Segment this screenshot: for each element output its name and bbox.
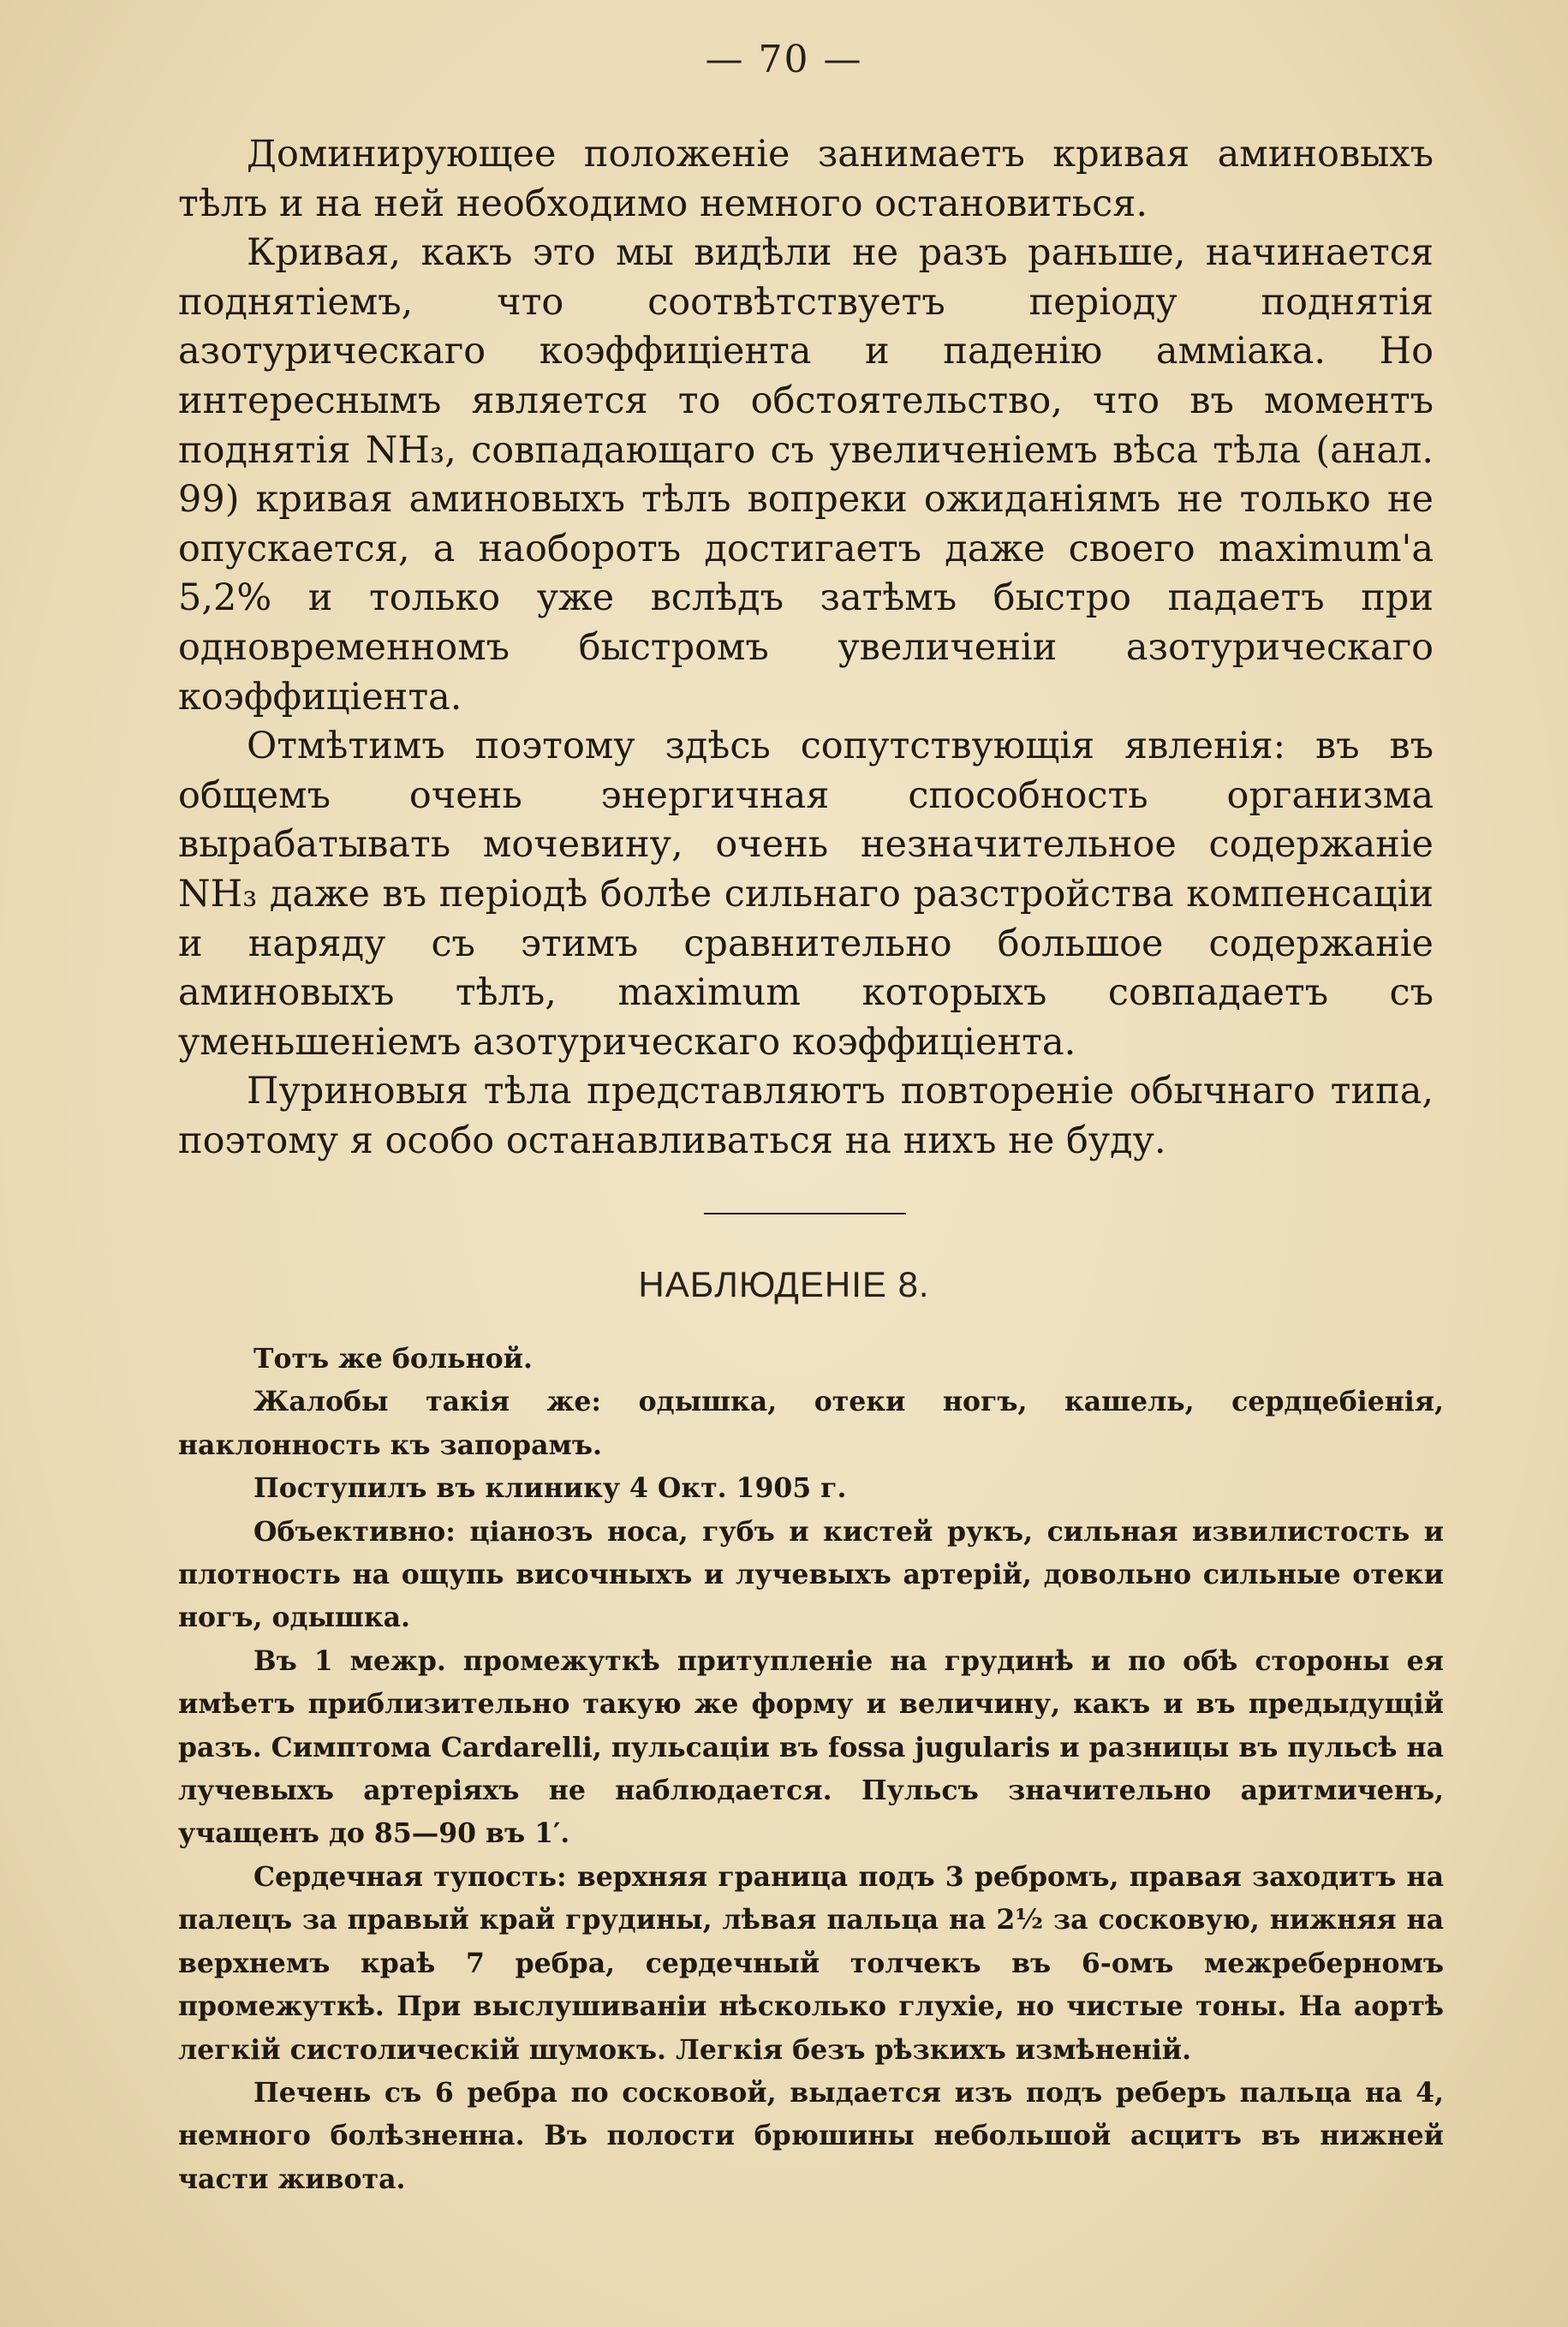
paragraph-purine-bodies: Пуриновыя тѣла представляютъ повторенiе обычнаго типа, поэтому я особо останавливаться на нихъ не буду. bbox=[178, 1070, 1434, 1162]
observation-patient: Тотъ же больной. bbox=[253, 1343, 533, 1375]
observation-heading: НАБЛЮДЕНIЕ 8. bbox=[638, 1264, 930, 1304]
observation-liver: Печень съ 6 ребра по сосковой, выдается изъ подъ реберъ пальца на 4, немного болѣзненна. Въ полости брюшины небольшой асцитъ въ нижней части живота. bbox=[178, 2076, 1444, 2195]
observation-text bbox=[178, 1338, 1444, 2201]
observation-cardiac: Сердечная тупость: верхняя граница подъ 3 ребромъ, правая заходитъ на палецъ за правый край грудины, лѣвая пальца на 2½ за сосковую, нижняя на верхнемъ краѣ 7 ребра, сердечный толчекъ въ 6-омъ межреберномъ промежуткѣ. При выслушиванiи нѣсколько глухiе, но чистые тоны. На аортѣ легкiй систолическiй шумокъ. Легкiя безъ рѣзкихъ измѣненiй. bbox=[178, 1860, 1444, 2066]
paragraph-amine-curve: Доминирующее положенiе занимаетъ кривая аминовыхъ тѣлъ и на ней необходимо немного остановиться. bbox=[178, 133, 1434, 225]
page-number: — 70 — bbox=[705, 38, 863, 81]
body-text bbox=[178, 130, 1434, 1166]
observation-admission: Поступилъ въ клинику 4 Окт. 1905 г. bbox=[253, 1472, 847, 1505]
observation-complaints: Жалобы такiя же: одышка, отеки ногъ, кашель, сердцебiенiя, наклонность къ запорамъ. bbox=[178, 1386, 1444, 1461]
paragraph-accompanying-phenomena: Отмѣтимъ поэтому здѣсь сопутствующiя явленiя: въ въ общемъ очень энергичная способность организма вырабатывать мочевину, очень незначительное содержанiе NH₃ даже въ перiодѣ болѣе сильнаго разстройства компенсацiи и наряду съ этимъ сравнительно большое содержанiе аминовыхъ тѣлъ, maximum которыхъ совпадаетъ съ уменьшенiемъ азотурическаго коэффицiента. bbox=[178, 725, 1434, 1064]
section-divider bbox=[704, 1213, 906, 1214]
observation-objective: Объективно: цiанозъ носа, губъ и кистей рукъ, сильная извилистость и плотность на ощупь височныхъ и лучевыхъ артерiй, довольно сильные отеки ногъ, одышка. bbox=[178, 1515, 1444, 1634]
paragraph-curve-description: Кривая, какъ это мы видѣли не разъ раньше, начинается поднятiемъ, что соотвѣтствуетъ перiоду поднятiя азотурическаго коэффицiента и паденiю аммiака. Но интереснымъ является то обстоятельство, что въ моментъ поднятiя NH₃, совпадающаго съ увеличенiемъ вѣса тѣла (анал. 99) кривая аминовыхъ тѣлъ вопреки ожиданiямъ не только не опускается, а наоборотъ достигаетъ даже своего maximum'а 5,2% и только уже вслѣдъ затѣмъ быстро падаетъ при одновременномъ быстромъ увеличенiи азотурическаго коэффицiента. bbox=[178, 231, 1434, 719]
observation-dullness: Въ 1 межр. промежуткѣ притупленiе на грудинѣ и по обѣ стороны ея имѣетъ приблизительно такую же форму и величину, какъ и въ предыдущiй разъ. Симптома Cardarelli, пульсацiи въ fossa jugularis и разницы въ пульсѣ на лучевыхъ артерiяхъ не наблюдается. Пульсъ значительно аритмиченъ, учащенъ до 85—90 въ 1′. bbox=[178, 1644, 1444, 1850]
